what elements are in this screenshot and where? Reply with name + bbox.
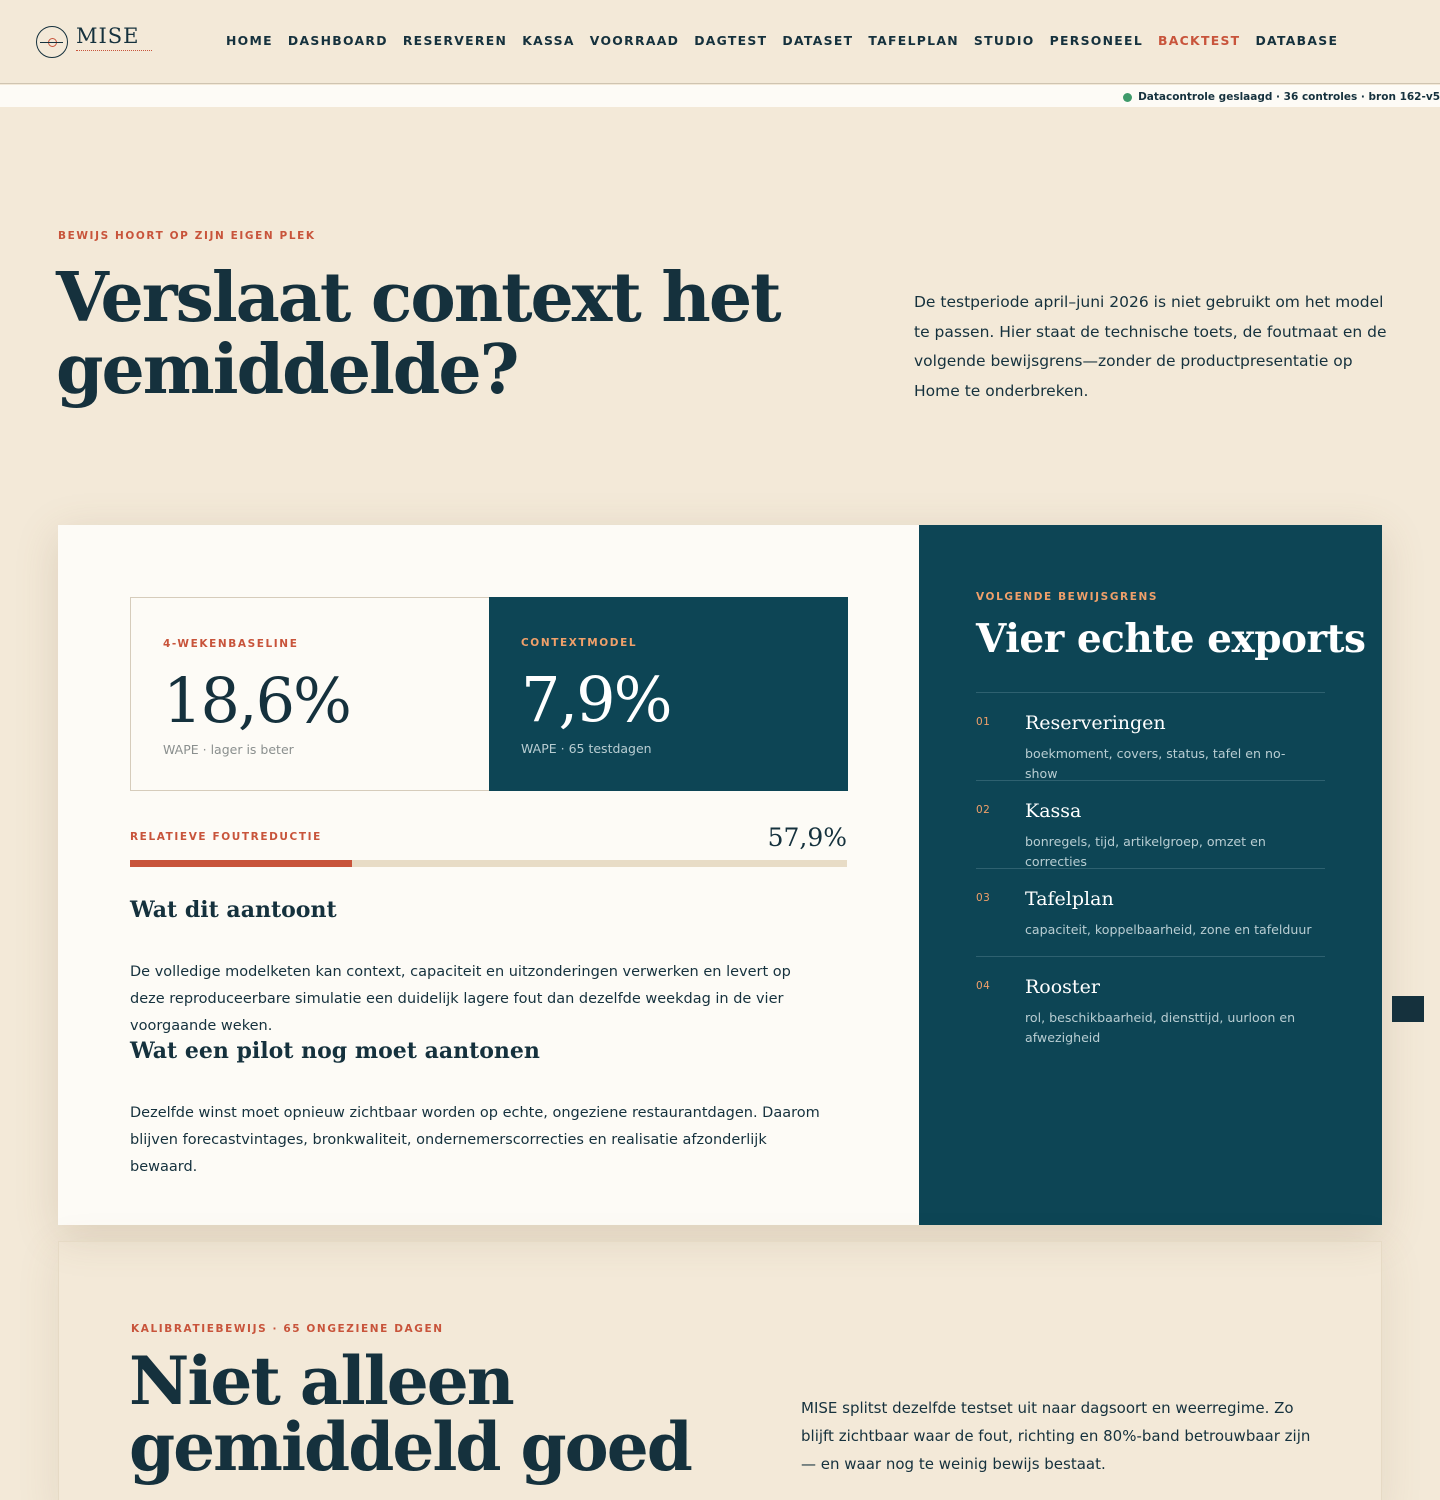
main-nav [226, 33, 1338, 48]
hero-lede: De testperiode april–juni 2026 is niet gebruikt om het model te passen. Hier staat de technische toets, de foutmaat en de volgende bewijsgrens—zonder de productpresentatie op Home te onderbreken. [914, 293, 1387, 400]
export-description: bonregels, tijd, artikelgroep, omzet en correcties [1025, 834, 1266, 869]
context-model-metric [489, 597, 848, 791]
reduction-progress-track [130, 860, 847, 867]
shows-heading: Wat dit aantoont [130, 897, 337, 923]
export-item [976, 868, 1325, 956]
reduction-progress-fill [130, 860, 352, 867]
page-title-line-1: Verslaat context het [56, 258, 780, 338]
calibration-lede: MISE splitst dezelfde testset uit naar dagsoort en weerregime. Zo blijft zichtbaar waar de fout, richting en 80%-band betrouwbaar zijn — en waar nog te weinig bewijs bestaat. [801, 1399, 1311, 1473]
next-boundary-eyebrow: VOLGENDE BEWIJSGRENS [976, 591, 1159, 603]
top-navigation-bar [0, 0, 1440, 84]
pilot-heading: Wat een pilot nog moet aantonen [130, 1038, 540, 1064]
export-name: Tafelplan [1025, 888, 1114, 910]
nav-item-reserveren[interactable]: RESERVEREN [402, 33, 508, 48]
export-number: 03 [976, 892, 991, 904]
data-check-status [1123, 91, 1440, 103]
nav-item-database[interactable]: DATABASE [1255, 33, 1339, 48]
export-number: 02 [976, 804, 991, 816]
nav-item-dagtest[interactable]: DAGTEST [694, 33, 768, 48]
calibration-title [129, 1342, 749, 1486]
side-panel-toggle[interactable] [1392, 996, 1424, 1022]
export-name: Rooster [1025, 976, 1100, 998]
context-model-value: 7,9% [521, 663, 671, 736]
export-description: boekmoment, covers, status, tafel en no-show [1025, 746, 1286, 781]
export-number: 01 [976, 716, 991, 728]
next-boundary-title: Vier echte exports [976, 616, 1366, 662]
baseline-sub: WAPE · lager is beter [163, 742, 294, 757]
status-ok-icon [1123, 93, 1132, 102]
export-number: 04 [976, 980, 991, 992]
status-text: Datacontrole geslaagd · 36 controles · bron 162-v5 [1138, 91, 1440, 103]
backtest-evidence-card [58, 525, 1382, 1225]
reduction-label: RELATIEVE FOUTREDUCTIE [130, 831, 322, 843]
shows-body: De volledige modelketen kan context, capaciteit en uitzonderingen verwerken en levert op deze reproduceerbare simulatie een duidelijk lagere fout dan dezelfde weekdag in de vier voorgaande weken. [130, 964, 791, 1034]
compass-logo-icon [36, 26, 68, 58]
page-title-line-2: gemiddelde? [56, 330, 518, 410]
export-name: Reserveringen [1025, 712, 1166, 734]
evidence-panel [58, 525, 919, 1225]
baseline-metric [131, 598, 489, 790]
calibration-title-line-1: Niet alleen [129, 1342, 513, 1420]
nav-item-kassa[interactable]: KASSA [522, 33, 575, 48]
nav-item-home[interactable]: HOME [226, 33, 273, 48]
nav-item-backtest[interactable]: BACKTEST [1158, 33, 1241, 48]
nav-item-voorraad[interactable]: VOORRAAD [589, 33, 680, 48]
baseline-label: 4-WEKENBASELINE [163, 638, 299, 650]
hero-eyebrow: BEWIJS HOORT OP ZIJN EIGEN PLEK [58, 230, 316, 242]
calibration-eyebrow: KALIBRATIEBEWIJS · 65 ONGEZIENE DAGEN [131, 1323, 444, 1335]
pilot-body: Dezelfde winst moet opnieuw zichtbaar worden op echte, ongeziene restaurantdagen. Daarom blijven forecastvintages, bronkwaliteit, ondernemerscorrecties en realisatie afzonderlijk bewaard. [130, 1105, 820, 1175]
metrics-comparison [130, 597, 847, 791]
nav-item-dashboard[interactable]: DASHBOARD [287, 33, 388, 48]
export-item [976, 692, 1325, 780]
export-item [976, 780, 1325, 868]
nav-item-personeel[interactable]: PERSONEEL [1049, 33, 1144, 48]
exports-list [976, 692, 1325, 1056]
next-boundary-panel [919, 525, 1382, 1225]
nav-item-studio[interactable]: STUDIO [973, 33, 1035, 48]
nav-item-tafelplan[interactable]: TAFELPLAN [868, 33, 959, 48]
export-item [976, 956, 1325, 1056]
logo-tagline-decoration [76, 50, 152, 52]
export-description: capaciteit, koppelbaarheid, zone en tafelduur [1025, 922, 1312, 937]
logo-text: MISE [76, 24, 140, 48]
baseline-value: 18,6% [163, 664, 350, 737]
context-model-sub: WAPE · 65 testdagen [521, 741, 652, 756]
page-title [56, 258, 816, 410]
nav-item-dataset[interactable]: DATASET [782, 33, 854, 48]
calibration-section [58, 1241, 1382, 1500]
export-description: rol, beschikbaarheid, diensttijd, uurloon en afwezigheid [1025, 1010, 1296, 1045]
logo[interactable] [36, 24, 166, 60]
calibration-title-line-2: gemiddeld goed [129, 1408, 691, 1486]
context-model-label: CONTEXTMODEL [521, 637, 638, 649]
export-name: Kassa [1025, 800, 1082, 822]
status-bar [0, 85, 1440, 107]
reduction-value: 57,9% [767, 823, 847, 852]
